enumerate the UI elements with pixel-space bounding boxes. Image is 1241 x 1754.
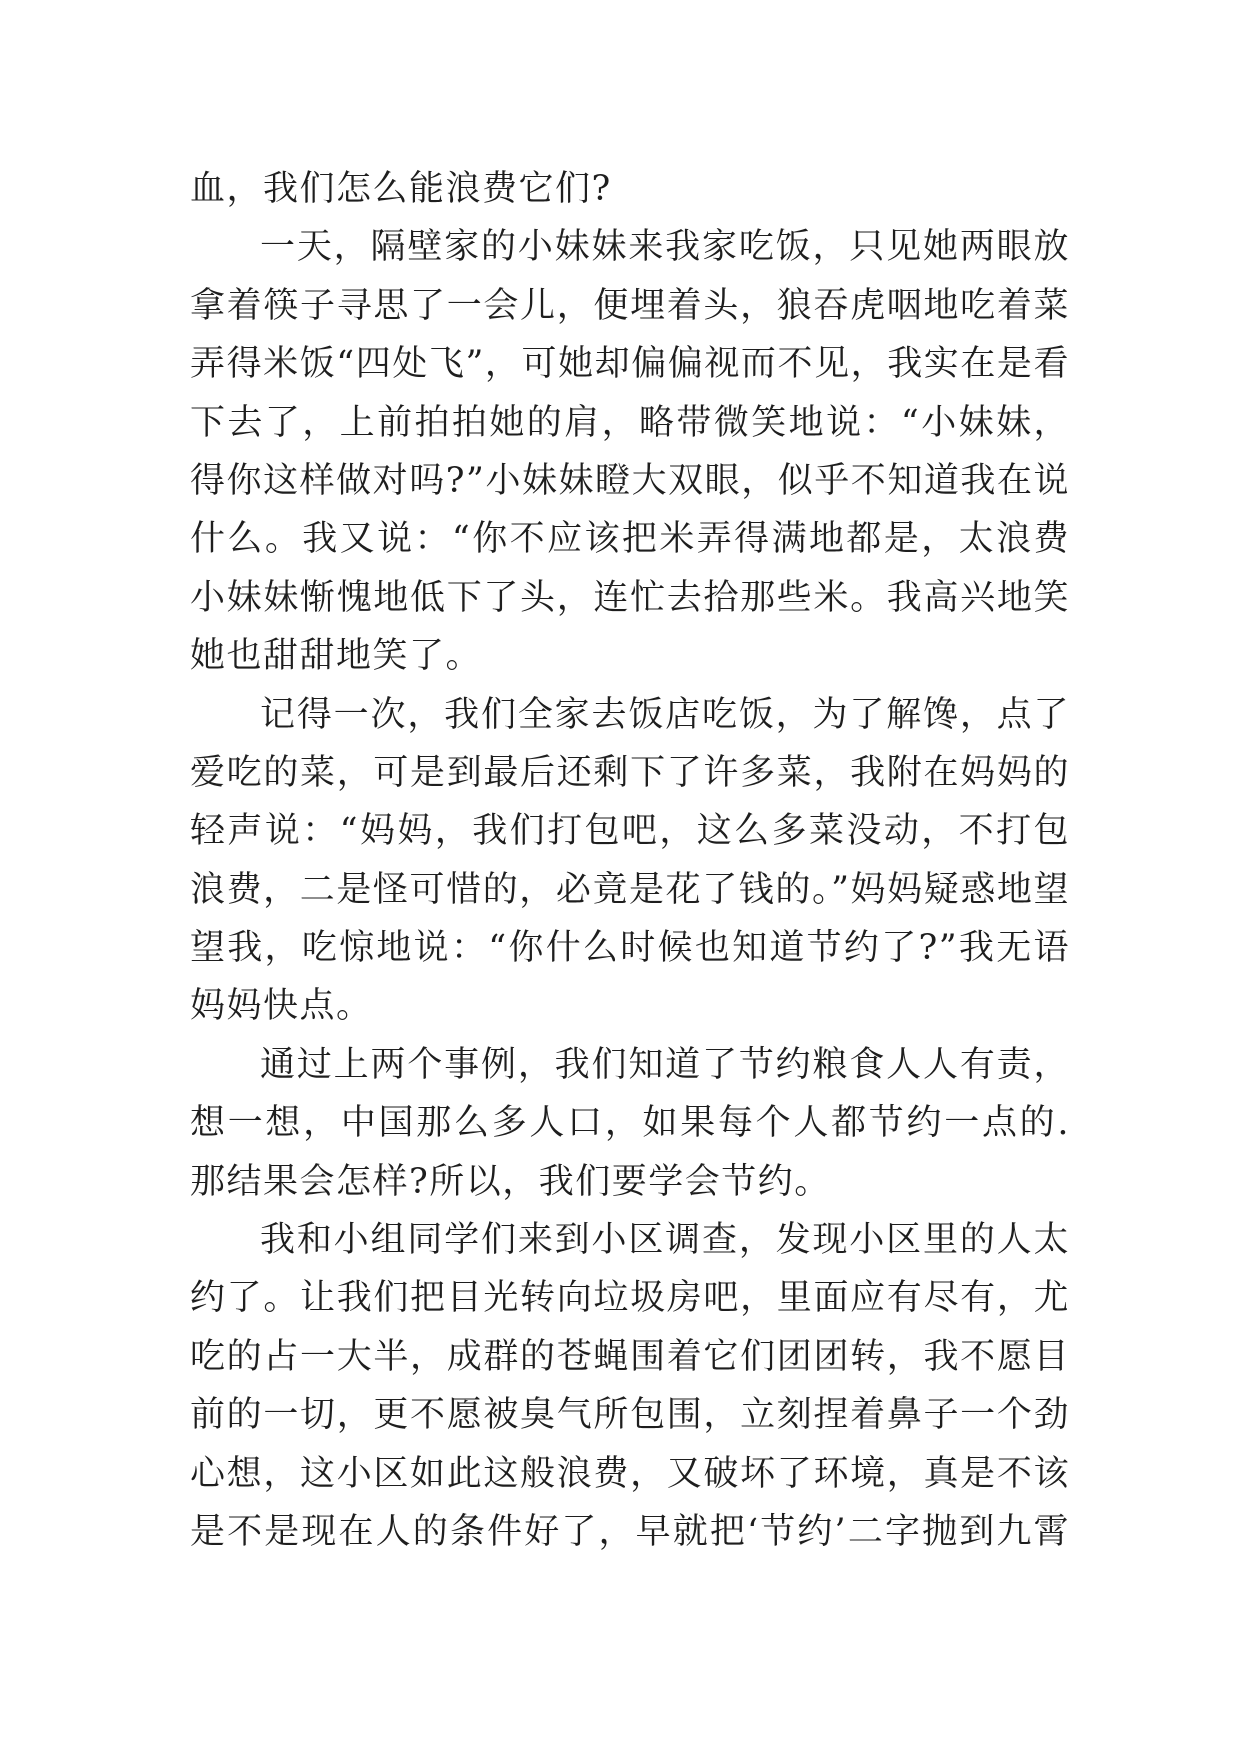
text-line: 拿着筷子寻思了一会儿，便埋着头，狼吞虎咽地吃着菜: [190, 285, 1070, 326]
text-line: 想一想，中国那么多人口，如果每个人都节约一点的.: [190, 1103, 1070, 1144]
text-line: 心想，这小区如此这般浪费，又破坏了环境，真是不该: [190, 1453, 1070, 1494]
text-line: 下去了，上前拍拍她的肩，略带微笑地说：“小妹妹，: [190, 402, 1070, 443]
text-line: 轻声说：“妈妈，我们打包吧，这么多菜没动，不打包: [190, 811, 1070, 852]
text-line: 通过上两个事例，我们知道了节约粮食人人有责，: [260, 1044, 1070, 1085]
text-line: 吃的占一大半，成群的苍蝇围着它们团团转，我不愿目: [190, 1336, 1070, 1377]
text-line: 约了。让我们把目光转向垃圾房吧，里面应有尽有，尤: [190, 1278, 1070, 1319]
text-line: 小妹妹惭愧地低下了头，连忙去拾那些米。我高兴地笑: [190, 577, 1070, 618]
text-line: 什么。我又说：“你不应该把米弄得满地都是，太浪费: [190, 519, 1070, 560]
text-line: 前的一切，更不愿被臭气所包围，立刻捏着鼻子一个劲: [190, 1395, 1070, 1436]
text-line: 我和小组同学们来到小区调查，发现小区里的人太: [260, 1220, 1070, 1261]
text-line: 爱吃的菜，可是到最后还剩下了许多菜，我附在妈妈的: [190, 752, 1070, 793]
text-line: 浪费，二是怪可惜的，必竟是花了钱的。”妈妈疑惑地望: [190, 869, 1070, 910]
text-line: 得你这样做对吗?”小妹妹瞪大双眼，似乎不知道我在说: [190, 460, 1070, 501]
text-line: 一天，隔壁家的小妹妹来我家吃饭，只见她两眼放: [260, 227, 1070, 268]
text-line: 记得一次，我们全家去饭店吃饭，为了解馋，点了: [260, 694, 1070, 735]
text-line: 是不是现在人的条件好了，早就把‘节约’二字抛到九霄: [190, 1511, 1070, 1552]
text-line: 那结果会怎样?所以，我们要学会节约。: [190, 1161, 831, 1202]
text-line: 她也甜甜地笑了。: [190, 636, 483, 677]
text-line: 血，我们怎么能浪费它们?: [190, 169, 612, 209]
essay-body: [190, 160, 1070, 1561]
text-line: 妈妈快点。: [190, 986, 373, 1027]
text-line: 弄得米饭“四处飞”，可她却偏偏视而不见，我实在是看: [190, 344, 1070, 385]
text-line: 望我，吃惊地说：“你什么时候也知道节约了?”我无语: [190, 928, 1070, 969]
